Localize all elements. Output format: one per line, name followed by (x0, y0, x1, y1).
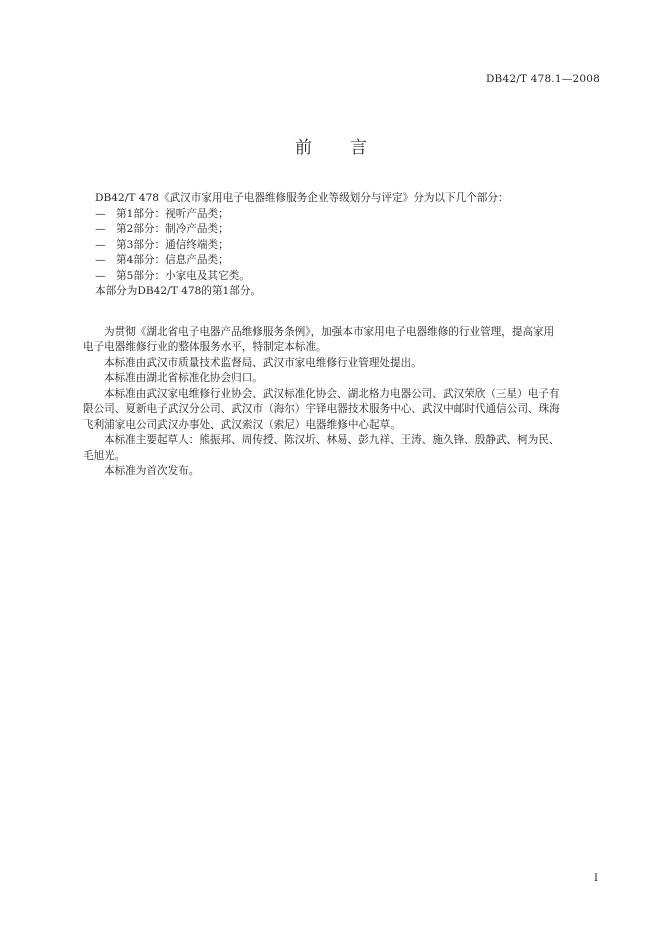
title-char-1: 前 (295, 138, 312, 158)
page-number: I (594, 873, 598, 884)
list-item: — 第2部分：制冷产品类； (95, 223, 229, 235)
page-title (0, 133, 662, 158)
this-part-statement: 本部分为DB42/T 478的第1部分。 (95, 285, 262, 297)
paragraph: 为贯彻《湖北省电子电器产品维修服务条例》，加强本市家用电子电器维修的行业管理，提高家用 电子电器维修行业的整体服务水平，特制定本标准。 (83, 325, 555, 353)
list-item: — 第5部分：小家电及其它类。 (95, 269, 250, 282)
paragraph: 本标准主要起草人：熊振邦、周传授、陈汉圻、林易、彭九祥、王涛、施久锋、殷静武、柯为民、 毛旭光。 (83, 434, 560, 462)
intro-text: DB42/T 478《武汉市家用电子电器维修服务企业等级划分与评定》分为以下几个部分： (95, 192, 509, 204)
paragraph: 本标准由湖北省标准化协会归口。 (104, 372, 263, 384)
document-code: DB42/T 478.1—2008 (485, 73, 600, 85)
list-item: — 第3部分：通信终端类； (95, 238, 229, 251)
paragraph: 本标准由武汉市质量技术监督局、武汉市家电维修行业管理处提出。 (104, 356, 422, 369)
foreword-content (83, 191, 604, 480)
title-char-2: 言 (350, 138, 367, 158)
list-item: — 第1部分：视听产品类； (95, 207, 229, 220)
paragraph: 本标准由武汉家电维修行业协会、武汉标准化协会、湖北格力电器公司、武汉荣欣（三星）电子有 限公司、夏新电子武汉分公司、武汉市（海尔）宇铎电器技术服务中心、武汉中邮时代通信公司、珠海 飞利浦家电公司武汉办事处、武汉索汉（索尼）电器维修中心起草。 (83, 387, 560, 431)
parts-list (95, 207, 604, 285)
paragraph: 本标准为首次发布。 (104, 465, 200, 477)
list-item: — 第4部分：信息产品类； (95, 254, 229, 266)
